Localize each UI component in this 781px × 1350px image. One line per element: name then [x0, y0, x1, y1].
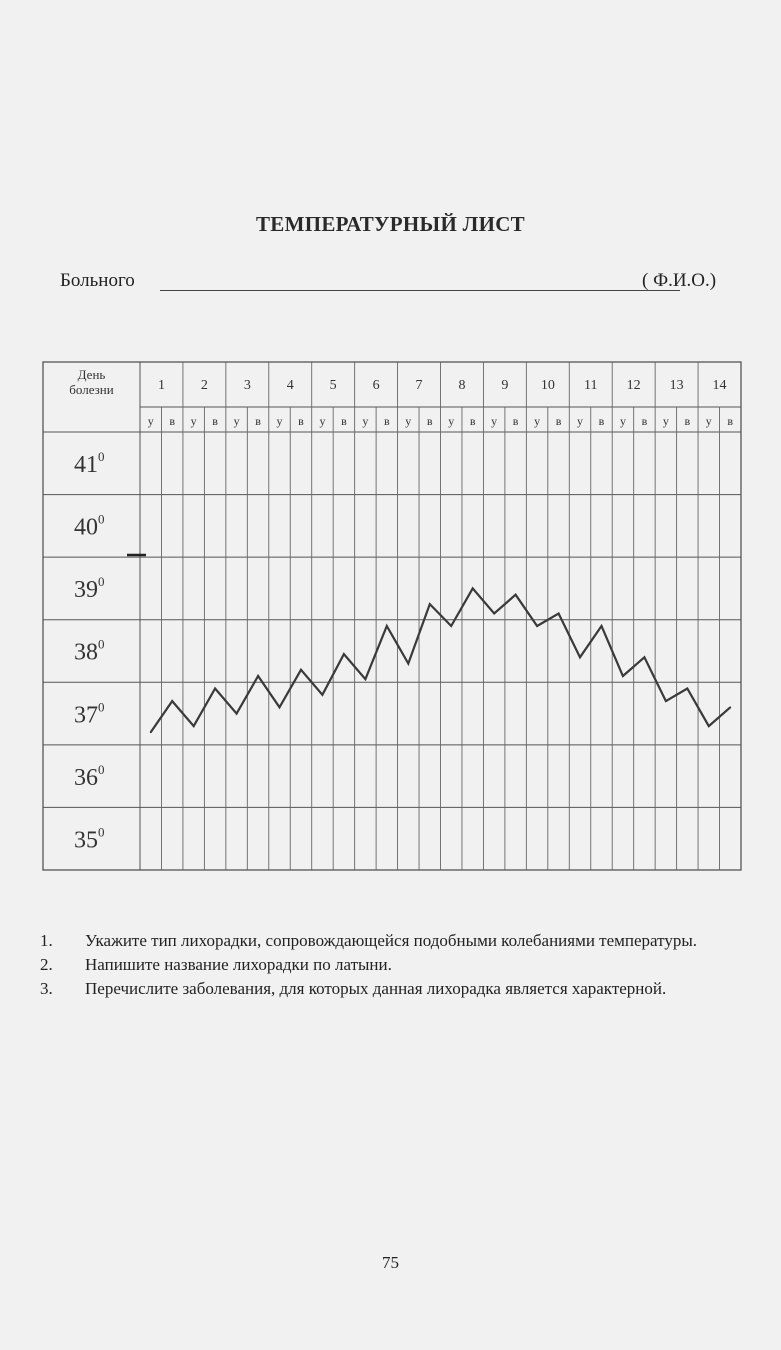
- period-label: у: [619, 414, 626, 428]
- question-number: 3.: [40, 979, 53, 998]
- patient-label: Больного: [60, 270, 135, 291]
- day-number-label: 10: [540, 378, 555, 393]
- temperature-label: [74, 512, 105, 541]
- period-label: в: [641, 414, 648, 428]
- temperature-point: [579, 656, 581, 658]
- degree-superscript: 0: [98, 449, 105, 464]
- temperature-point: [729, 706, 731, 708]
- period-label: у: [190, 414, 197, 428]
- temperature-value: 40: [74, 514, 98, 541]
- period-label: в: [555, 414, 562, 428]
- day-number-label: 7: [415, 378, 423, 393]
- period-label: в: [512, 414, 519, 428]
- period-label: у: [448, 414, 455, 428]
- temperature-point: [300, 669, 302, 671]
- period-label: у: [319, 414, 326, 428]
- period-label: в: [426, 414, 433, 428]
- day-number-label: 3: [243, 378, 251, 393]
- page-title: ТЕМПЕРАТУРНЫЙ ЛИСТ: [256, 212, 525, 236]
- period-label: в: [384, 414, 390, 428]
- temperature-point: [279, 706, 281, 708]
- degree-superscript: 0: [98, 511, 105, 527]
- temperature-point: [686, 688, 688, 690]
- temperature-point: [193, 725, 195, 727]
- question-text: Укажите тип лихорадки, сопровождающейся подобными колебаниями температуры.: [85, 931, 698, 950]
- temperature-label: [74, 824, 105, 853]
- period-label: в: [298, 414, 304, 428]
- degree-superscript: 0: [98, 699, 105, 715]
- day-number-label: 5: [329, 378, 337, 393]
- day-header-label: [69, 367, 113, 397]
- patient-suffix: ( Ф.И.О.): [642, 270, 717, 291]
- day-number-label: 2: [200, 378, 208, 393]
- temperature-value: 39: [74, 577, 98, 604]
- day-number-label: 8: [458, 378, 466, 393]
- period-label: в: [169, 414, 176, 428]
- temperature-label: [74, 637, 105, 666]
- question-item: [40, 978, 755, 1000]
- period-label: в: [684, 414, 691, 428]
- temperature-label: [74, 762, 105, 791]
- temperature-point: [150, 731, 152, 733]
- day-header-line: День: [77, 367, 106, 382]
- temperature-point: [236, 713, 238, 715]
- temperature-point: [708, 725, 710, 727]
- temperature-point: [493, 613, 495, 615]
- period-label: в: [598, 414, 605, 428]
- day-number-label: 13: [669, 378, 684, 393]
- temperature-point: [622, 675, 624, 677]
- temperature-label: [74, 449, 105, 478]
- period-label: в: [212, 414, 218, 428]
- temperature-point: [322, 694, 324, 696]
- degree-superscript: 0: [98, 761, 105, 777]
- period-label: в: [341, 414, 347, 428]
- degree-superscript: 0: [98, 824, 105, 840]
- period-label: у: [705, 414, 712, 428]
- degree-superscript: 0: [98, 636, 105, 652]
- question-text: Перечислите заболевания, для которых данная лихорадка является характерной.: [85, 979, 667, 998]
- period-label: у: [534, 414, 541, 428]
- temperature-point: [171, 700, 173, 702]
- day-number-label: 6: [372, 378, 380, 393]
- day-number-label: 9: [501, 378, 509, 393]
- day-number-label: 11: [584, 378, 598, 393]
- question-number: 1.: [40, 931, 53, 950]
- temperature-point: [644, 656, 646, 658]
- temperature-point: [386, 625, 388, 627]
- temperature-value: 41: [74, 452, 98, 478]
- question-item: [40, 930, 755, 952]
- temperature-point: [407, 663, 409, 665]
- day-number-label: 12: [626, 378, 641, 393]
- chart-frame: [43, 362, 741, 870]
- temperature-label: [74, 574, 105, 603]
- period-label: у: [147, 414, 154, 428]
- period-label: у: [662, 414, 669, 428]
- temperature-point: [257, 675, 259, 677]
- temperature-value: 36: [74, 764, 98, 791]
- temperature-point: [214, 688, 216, 690]
- day-number-label: 14: [712, 378, 727, 393]
- temperature-point: [429, 603, 431, 605]
- period-label: у: [491, 414, 498, 428]
- question-item: [40, 954, 755, 976]
- temperature-point: [450, 625, 452, 627]
- temperature-value: 37: [74, 702, 98, 729]
- period-label: в: [727, 414, 734, 428]
- temperature-point: [472, 588, 474, 590]
- temperature-point: [536, 625, 538, 627]
- page-number: 75: [382, 1253, 399, 1272]
- question-text: Напишите название лихорадки по латыни.: [85, 955, 392, 974]
- temperature-point: [558, 613, 560, 615]
- temperature-value: 38: [74, 639, 98, 666]
- question-list: [40, 930, 755, 1002]
- period-label: в: [255, 414, 261, 428]
- temperature-point: [515, 594, 517, 596]
- period-label: у: [233, 414, 240, 428]
- day-number-label: 1: [157, 378, 165, 393]
- period-label: у: [577, 414, 584, 428]
- period-label: у: [405, 414, 412, 428]
- day-number-label: 4: [286, 378, 294, 393]
- temperature-point: [364, 678, 366, 680]
- temperature-point: [601, 625, 603, 627]
- temperature-label: [74, 699, 105, 728]
- temperature-point: [665, 700, 667, 702]
- period-label: у: [276, 414, 283, 428]
- question-number: 2.: [40, 955, 53, 974]
- period-label: у: [362, 414, 369, 428]
- temperature-point: [343, 653, 345, 655]
- degree-superscript: 0: [98, 574, 105, 590]
- period-label: в: [469, 414, 476, 428]
- day-header-line: болезни: [69, 382, 114, 397]
- temperature-value: 35: [74, 827, 98, 854]
